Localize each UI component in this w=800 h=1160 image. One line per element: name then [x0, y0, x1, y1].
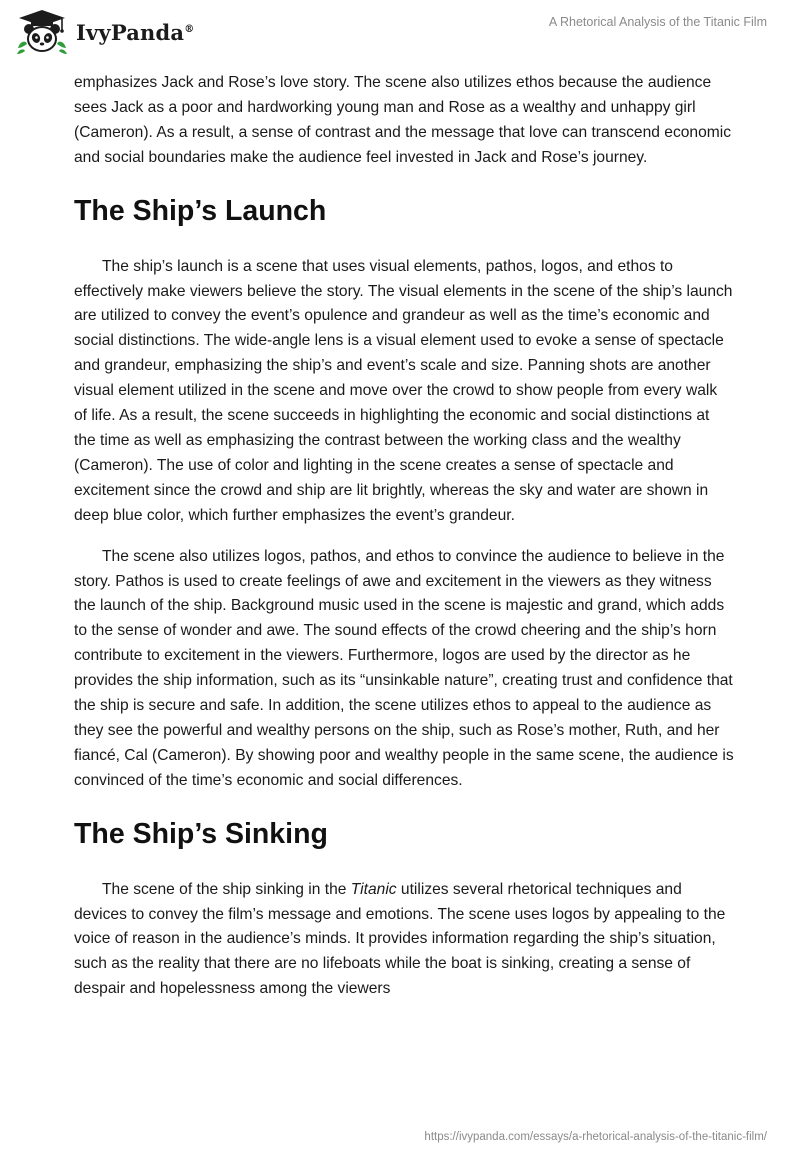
paragraph-launch-rhetoric: The scene also utilizes logos, pathos, and ethos to convince the audience to believe in the story. Pathos is used to create feelings of awe and excitement in the viewers as they witness the launch of the ship. Background music used in the scene is majestic and grand, which adds to the sense of wonder and awe. The sound effects of the crowd cheering and the ship’s horn contribute to excitement in the viewers. Furthermore, logos are used by the director as he provides the ship information, such as its “unsinkable nature”, creating trust and confidence that the ship is secure and safe. In addition, the scene utilizes ethos to appeal to the audience as they see the powerful and wealthy persons on the ship, such as Rose’s mother, Ruth, and her fiancé, Cal (Cameron). By showing poor and wealthy people in the same scene, the audience is convinced of the time’s economic and social differences.: [74, 547, 734, 789]
document-title: A Rhetorical Analysis of the Titanic Film: [548, 15, 767, 29]
paragraph-launch-visuals: The ship’s launch is a scene that uses visual elements, pathos, logos, and ethos to effectively make viewers believe the story. The visual elements in the scene of the ship’s launch are utilized to convey the event’s opulence and grandeur as well as the time’s economic and social distinctions. The wide-angle lens is a visual element used to evoke a sense of spectacle and grandeur, emphasizing the ship’s and event’s scale and size. Panning shots are another visual element utilized in the scene and move over the crowd to show people from every walk of life. As a result, the scene succeeds in highlighting the economic and social distinctions at the time as well as emphasizing the contrast between the working class and the wealthy (Cameron). The use of color and lighting in the scene creates a sense of spectacle and excitement since the crowd and ship are lit brightly, whereas the sky and water are shown in deep blue color, which further emphasizes the event’s grandeur.: [74, 257, 733, 524]
section-heading-launch: The Ship’s Launch: [74, 194, 327, 227]
ivypanda-logo[interactable]: [14, 8, 194, 56]
film-title: Titanic: [350, 880, 397, 898]
section-heading-sinking: The Ship’s Sinking: [74, 817, 328, 850]
brand-name: IvyPanda®: [76, 19, 195, 45]
essay-content: [74, 71, 734, 1018]
source-url[interactable]: https://ivypanda.com/essays/a-rhetorical-analysis-of-the-titanic-film/: [424, 1131, 767, 1143]
paragraph-sinking: The scene of the ship sinking in the Titanic utilizes several rhetorical techniques and devices to convey the film’s message and emotions. The scene uses logos by appealing to the voice of reason in the audience’s minds. It provides information regarding the ship’s situation, such as the reality that there are no lifeboats while the boat is sinking, creating a sense of despair and hopelessness among the viewers: [74, 880, 726, 998]
page-header: [0, 0, 800, 70]
paragraph-continuation: emphasizes Jack and Rose’s love story. The scene also utilizes ethos because the audience sees Jack as a poor and hardworking young man and Rose as a wealthy and unhappy girl (Cameron). As a result, a sense of contrast and the message that love can transcend economic and social boundaries make the audience feel invested in Jack and Rose’s journey.: [74, 74, 732, 166]
panda-graduate-icon: [14, 8, 70, 56]
